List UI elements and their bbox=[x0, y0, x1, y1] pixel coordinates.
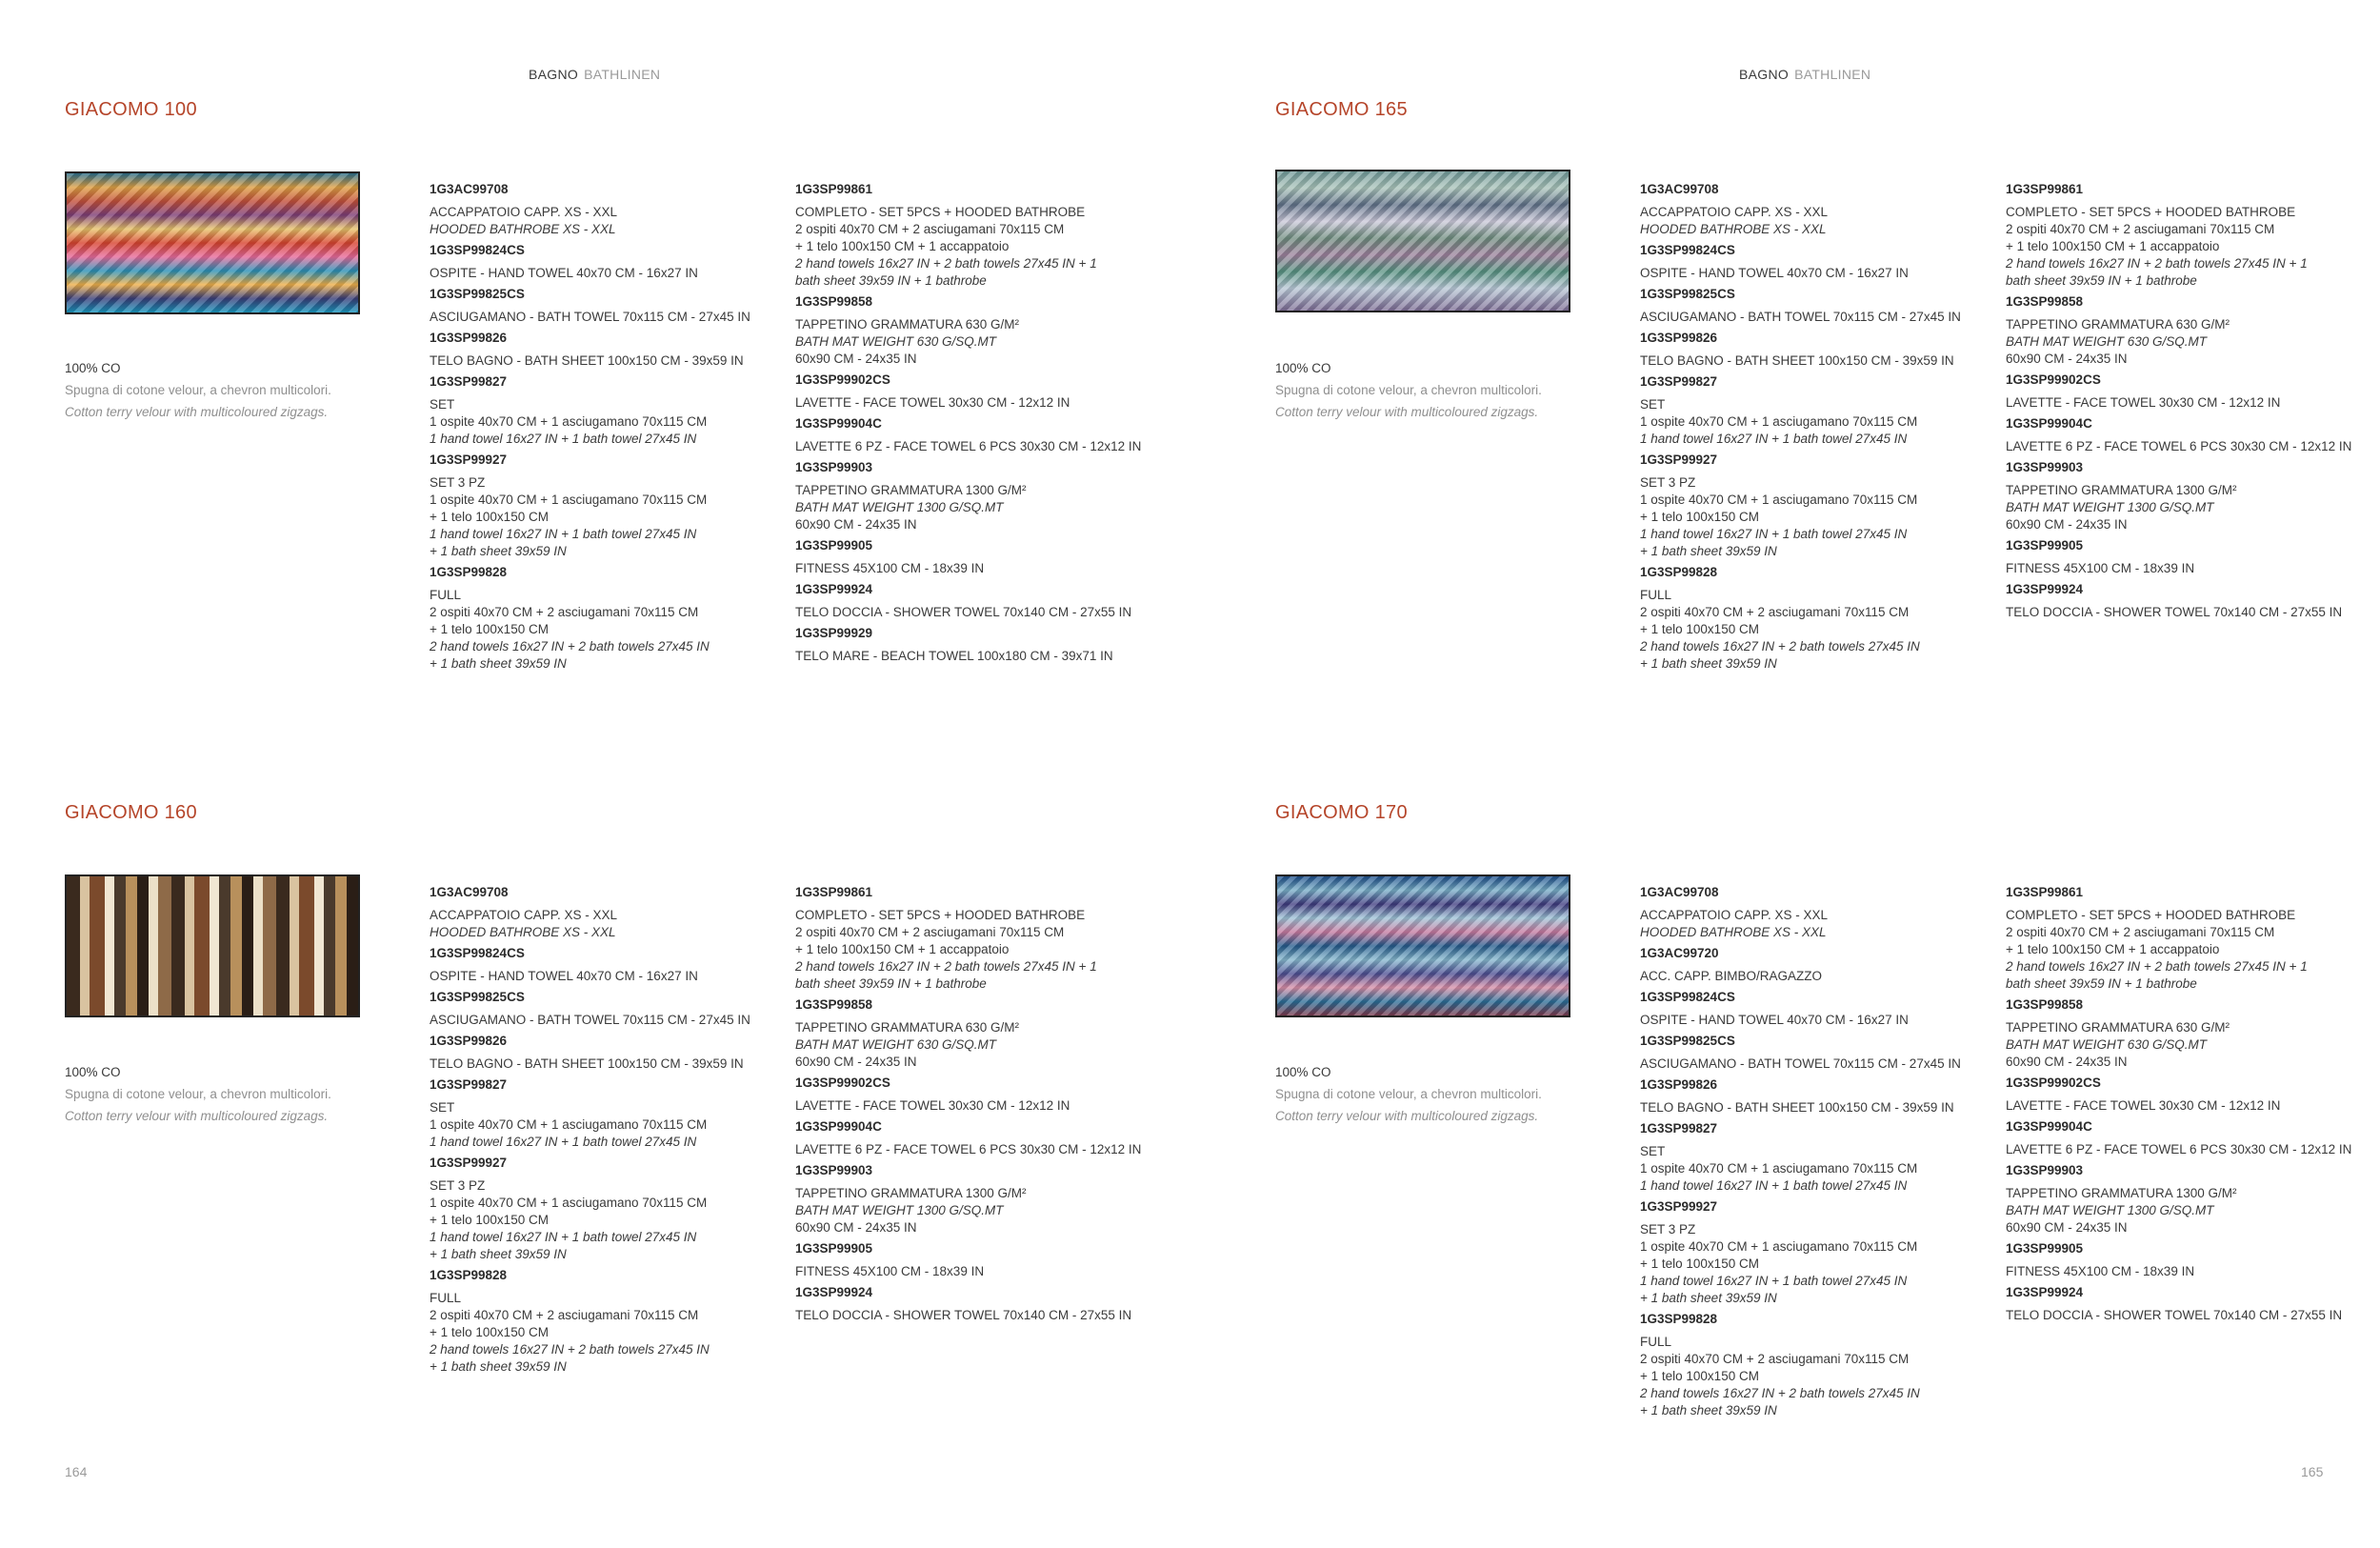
product-spec-line: TELO BAGNO - BATH SHEET 100x150 CM - 39x59 IN bbox=[1640, 1100, 1954, 1115]
product-item bbox=[2006, 415, 2358, 455]
product-item bbox=[430, 1155, 782, 1263]
product-spec-line: OSPITE - HAND TOWEL 40x70 CM - 16x27 IN bbox=[430, 969, 698, 983]
product-spec-line: 60x90 CM - 24x35 IN bbox=[795, 517, 917, 532]
product-code: 1G3AC99708 bbox=[430, 182, 509, 196]
product-spec-line: TELO BAGNO - BATH SHEET 100x150 CM - 39x59 IN bbox=[430, 1056, 744, 1071]
product-item bbox=[430, 286, 782, 326]
product-spec-line: 60x90 CM - 24x35 IN bbox=[795, 1055, 917, 1069]
product-code: 1G3AC99708 bbox=[1640, 182, 1719, 196]
product-code: 1G3SP99902CS bbox=[2006, 372, 2101, 387]
product-spec-line: bath sheet 39x59 IN + 1 bathrobe bbox=[795, 273, 987, 288]
product-code: 1G3SP99861 bbox=[795, 885, 873, 899]
product-spec-line: BATH MAT WEIGHT 1300 G/SQ.MT bbox=[795, 500, 1004, 514]
product-spec-line: + 1 bath sheet 39x59 IN bbox=[430, 1247, 567, 1261]
description-italian: Spugna di cotone velour, a chevron multicolori. bbox=[1275, 383, 1542, 397]
product-item bbox=[795, 415, 1148, 455]
description-italian: Spugna di cotone velour, a chevron multicolori. bbox=[65, 1087, 331, 1101]
product-list-col2 bbox=[2006, 884, 2358, 1328]
composition: 100% CO bbox=[1275, 361, 1331, 375]
product-code: 1G3SP99924 bbox=[795, 1285, 873, 1299]
product-spec-line: TAPPETINO GRAMMATURA 1300 G/M² bbox=[795, 1186, 1027, 1200]
product-spec-line: 2 ospiti 40x70 CM + 2 asciugamani 70x115 CM bbox=[1640, 605, 1910, 619]
product-code: 1G3SP99827 bbox=[430, 374, 508, 389]
product-code: 1G3SP99824CS bbox=[1640, 990, 1735, 1004]
product-item bbox=[795, 625, 1148, 665]
product-spec-line: TAPPETINO GRAMMATURA 1300 G/M² bbox=[2006, 483, 2237, 497]
description-english: Cotton terry velour with multicoloured zigzags. bbox=[1275, 405, 1539, 419]
product-code: 1G3AC99708 bbox=[1640, 885, 1719, 899]
product-spec-line: TAPPETINO GRAMMATURA 1300 G/M² bbox=[795, 483, 1027, 497]
product-code: 1G3SP99903 bbox=[795, 460, 873, 474]
product-spec-line: LAVETTE 6 PZ - FACE TOWEL 6 PCS 30x30 CM - 12x12 IN bbox=[795, 439, 1142, 453]
product-item bbox=[2006, 1284, 2358, 1324]
product-item bbox=[1640, 884, 1992, 941]
product-spec-line: FITNESS 45X100 CM - 18x39 IN bbox=[795, 561, 985, 575]
product-spec-line: FULL bbox=[1640, 1335, 1672, 1349]
product-code: 1G3SP99825CS bbox=[430, 287, 525, 301]
product-code: 1G3SP99902CS bbox=[795, 1076, 890, 1090]
product-item bbox=[795, 372, 1148, 412]
product-spec-line: + 1 telo 100x150 CM bbox=[430, 510, 549, 524]
product-code: 1G3SP99828 bbox=[1640, 565, 1718, 579]
product-spec-line: 2 hand towels 16x27 IN + 2 bath towels 27x45 IN + 1 bbox=[2006, 256, 2308, 271]
product-code: 1G3SP99904C bbox=[2006, 416, 2092, 431]
product-spec-line: 2 hand towels 16x27 IN + 2 bath towels 27x45 IN bbox=[430, 639, 710, 653]
product-spec-line: + 1 telo 100x150 CM + 1 accappatoio bbox=[795, 942, 1010, 956]
product-spec-line: 1 ospite 40x70 CM + 1 asciugamano 70x115 CM bbox=[1640, 493, 1918, 507]
product-code: 1G3SP99827 bbox=[430, 1077, 508, 1092]
product-code: 1G3SP99929 bbox=[795, 626, 873, 640]
product-item bbox=[430, 330, 782, 370]
product-spec-line: + 1 bath sheet 39x59 IN bbox=[1640, 1291, 1777, 1305]
product-item bbox=[430, 452, 782, 560]
product-code: 1G3SP99828 bbox=[1640, 1312, 1718, 1326]
product-spec-line: ASCIUGAMANO - BATH TOWEL 70x115 CM - 27x45 IN bbox=[1640, 310, 1961, 324]
product-image bbox=[65, 875, 360, 1017]
product-spec-line: SET bbox=[430, 397, 455, 412]
product-item bbox=[2006, 537, 2358, 577]
product-item bbox=[430, 242, 782, 282]
product-item bbox=[430, 1267, 782, 1376]
product-spec-line: bath sheet 39x59 IN + 1 bathrobe bbox=[795, 976, 987, 991]
product-spec-line: 1 ospite 40x70 CM + 1 asciugamano 70x115 CM bbox=[430, 493, 708, 507]
product-code: 1G3SP99824CS bbox=[430, 243, 525, 257]
product-spec-line: TAPPETINO GRAMMATURA 630 G/M² bbox=[795, 1020, 1020, 1035]
product-spec-line: BATH MAT WEIGHT 630 G/SQ.MT bbox=[2006, 334, 2208, 349]
product-spec-line: 2 hand towels 16x27 IN + 2 bath towels 27x45 IN bbox=[1640, 639, 1920, 653]
product-spec-line: 2 hand towels 16x27 IN + 2 bath towels 27x45 IN + 1 bbox=[795, 959, 1097, 974]
product-code: 1G3SP99927 bbox=[430, 452, 508, 467]
product-item bbox=[1640, 286, 1992, 326]
product-item bbox=[1640, 1076, 1992, 1116]
product-spec-line: BATH MAT WEIGHT 1300 G/SQ.MT bbox=[795, 1203, 1004, 1217]
description-english: Cotton terry velour with multicoloured zigzags. bbox=[65, 405, 329, 419]
product-item bbox=[1640, 945, 1992, 985]
product-code: 1G3SP99826 bbox=[1640, 1077, 1718, 1092]
page-header-left: BAGNO BATHLINEN bbox=[529, 67, 661, 82]
product-spec-line: COMPLETO - SET 5PCS + HOODED BATHROBE bbox=[795, 205, 1086, 219]
product-list-col2 bbox=[795, 181, 1148, 669]
product-item bbox=[795, 1240, 1148, 1280]
product-spec-line: + 1 telo 100x150 CM bbox=[430, 1325, 549, 1339]
description-english: Cotton terry velour with multicoloured zigzags. bbox=[65, 1109, 329, 1123]
product-item bbox=[795, 1075, 1148, 1115]
product-code: 1G3SP99905 bbox=[795, 538, 873, 553]
product-spec-line: 2 ospiti 40x70 CM + 2 asciugamani 70x115 CM bbox=[795, 222, 1065, 236]
product-spec-line: TELO BAGNO - BATH SHEET 100x150 CM - 39x59 IN bbox=[430, 353, 744, 368]
product-spec-line: 60x90 CM - 24x35 IN bbox=[2006, 1220, 2128, 1235]
product-item bbox=[430, 373, 782, 448]
product-list-col1 bbox=[430, 181, 782, 676]
product-code: 1G3SP99827 bbox=[1640, 1121, 1718, 1136]
product-spec-line: + 1 telo 100x150 CM + 1 accappatoio bbox=[795, 239, 1010, 253]
product-spec-line: 60x90 CM - 24x35 IN bbox=[2006, 517, 2128, 532]
product-item bbox=[1640, 181, 1992, 238]
composition: 100% CO bbox=[65, 361, 121, 375]
product-item bbox=[430, 945, 782, 985]
product-spec-line: TAPPETINO GRAMMATURA 1300 G/M² bbox=[2006, 1186, 2237, 1200]
product-item bbox=[795, 581, 1148, 621]
product-spec-line: LAVETTE - FACE TOWEL 30x30 CM - 12x12 IN bbox=[2006, 1098, 2281, 1113]
product-item bbox=[2006, 1075, 2358, 1115]
product-spec-line: BATH MAT WEIGHT 630 G/SQ.MT bbox=[2006, 1037, 2208, 1052]
product-spec-line: OSPITE - HAND TOWEL 40x70 CM - 16x27 IN bbox=[1640, 1013, 1909, 1027]
product-item bbox=[430, 1033, 782, 1073]
product-code: 1G3SP99826 bbox=[430, 1034, 508, 1048]
product-spec-line: ACCAPPATOIO CAPP. XS - XXL bbox=[430, 205, 618, 219]
product-item bbox=[795, 1118, 1148, 1158]
product-item bbox=[2006, 459, 2358, 533]
product-spec-line: + 1 telo 100x150 CM bbox=[1640, 622, 1759, 636]
product-item bbox=[1640, 330, 1992, 370]
product-spec-line: TELO DOCCIA - SHOWER TOWEL 70x140 CM - 27x55 IN bbox=[2006, 605, 2343, 619]
product-spec-line: 2 ospiti 40x70 CM + 2 asciugamani 70x115 CM bbox=[2006, 222, 2275, 236]
product-code: 1G3SP99858 bbox=[2006, 997, 2084, 1012]
product-item bbox=[430, 884, 782, 941]
product-spec-line: SET 3 PZ bbox=[430, 1178, 486, 1193]
product-item bbox=[430, 989, 782, 1029]
product-spec-line: 60x90 CM - 24x35 IN bbox=[795, 1220, 917, 1235]
product-spec-line: FULL bbox=[1640, 588, 1672, 602]
product-code: 1G3SP99904C bbox=[795, 416, 882, 431]
product-code: 1G3SP99904C bbox=[2006, 1119, 2092, 1134]
product-code: 1G3SP99927 bbox=[430, 1156, 508, 1170]
product-spec-line: TAPPETINO GRAMMATURA 630 G/M² bbox=[2006, 317, 2230, 332]
product-spec-line: 1 hand towel 16x27 IN + 1 bath towel 27x45 IN bbox=[430, 1230, 697, 1244]
product-list-col1 bbox=[1640, 884, 1992, 1423]
product-description bbox=[65, 1061, 408, 1127]
product-spec-line: + 1 telo 100x150 CM bbox=[430, 622, 549, 636]
composition: 100% CO bbox=[1275, 1065, 1331, 1079]
product-item bbox=[2006, 293, 2358, 368]
product-spec-line: + 1 bath sheet 39x59 IN bbox=[430, 544, 567, 558]
product-spec-line: 1 ospite 40x70 CM + 1 asciugamano 70x115 CM bbox=[1640, 1161, 1918, 1176]
product-code: 1G3SP99825CS bbox=[1640, 1034, 1735, 1048]
product-spec-line: BATH MAT WEIGHT 1300 G/SQ.MT bbox=[2006, 1203, 2214, 1217]
product-spec-line: ACCAPPATOIO CAPP. XS - XXL bbox=[1640, 908, 1829, 922]
product-list-col2 bbox=[2006, 181, 2358, 625]
page-header-right: BAGNO BATHLINEN bbox=[1739, 67, 1871, 82]
product-spec-line: 1 ospite 40x70 CM + 1 asciugamano 70x115 CM bbox=[1640, 414, 1918, 429]
product-spec-line: bath sheet 39x59 IN + 1 bathrobe bbox=[2006, 273, 2197, 288]
product-spec-line: 2 hand towels 16x27 IN + 2 bath towels 27x45 IN bbox=[1640, 1386, 1920, 1400]
product-spec-line: 60x90 CM - 24x35 IN bbox=[795, 352, 917, 366]
product-spec-line: FULL bbox=[430, 1291, 462, 1305]
product-code: 1G3SP99825CS bbox=[430, 990, 525, 1004]
product-item bbox=[795, 459, 1148, 533]
product-image bbox=[1275, 170, 1570, 312]
product-item bbox=[795, 996, 1148, 1071]
product-code: 1G3AC99720 bbox=[1640, 946, 1719, 960]
product-item bbox=[795, 1284, 1148, 1324]
product-spec-line: FITNESS 45X100 CM - 18x39 IN bbox=[2006, 1264, 2195, 1278]
product-item bbox=[2006, 1118, 2358, 1158]
product-code: 1G3SP99903 bbox=[795, 1163, 873, 1177]
product-spec-line: FULL bbox=[430, 588, 462, 602]
product-image bbox=[65, 171, 360, 314]
product-spec-line: LAVETTE 6 PZ - FACE TOWEL 6 PCS 30x30 CM - 12x12 IN bbox=[2006, 439, 2352, 453]
product-code: 1G3SP99827 bbox=[1640, 374, 1718, 389]
product-spec-line: + 1 telo 100x150 CM bbox=[430, 1213, 549, 1227]
product-spec-line: 2 hand towels 16x27 IN + 2 bath towels 27x45 IN + 1 bbox=[795, 256, 1097, 271]
product-spec-line: 1 hand towel 16x27 IN + 1 bath towel 27x45 IN bbox=[430, 527, 697, 541]
product-spec-line: bath sheet 39x59 IN + 1 bathrobe bbox=[2006, 976, 2197, 991]
product-spec-line: LAVETTE - FACE TOWEL 30x30 CM - 12x12 IN bbox=[795, 1098, 1070, 1113]
product-item bbox=[1640, 564, 1992, 673]
product-item bbox=[430, 564, 782, 673]
description-italian: Spugna di cotone velour, a chevron multicolori. bbox=[1275, 1087, 1542, 1101]
product-code: 1G3SP99826 bbox=[430, 331, 508, 345]
product-code: 1G3SP99903 bbox=[2006, 460, 2084, 474]
product-item bbox=[2006, 996, 2358, 1071]
product-item bbox=[430, 1076, 782, 1151]
product-item bbox=[2006, 1162, 2358, 1236]
product-spec-line: ASCIUGAMANO - BATH TOWEL 70x115 CM - 27x45 IN bbox=[430, 310, 750, 324]
product-description bbox=[1275, 1061, 1618, 1127]
product-spec-line: + 1 telo 100x150 CM bbox=[1640, 1256, 1759, 1271]
product-code: 1G3SP99902CS bbox=[795, 372, 890, 387]
product-spec-line: ASCIUGAMANO - BATH TOWEL 70x115 CM - 27x45 IN bbox=[1640, 1056, 1961, 1071]
product-spec-line: 1 hand towel 16x27 IN + 1 bath towel 27x45 IN bbox=[430, 432, 697, 446]
product-code: 1G3SP99825CS bbox=[1640, 287, 1735, 301]
product-item bbox=[2006, 884, 2358, 993]
product-code: 1G3SP99861 bbox=[2006, 182, 2084, 196]
product-spec-line: 2 hand towels 16x27 IN + 2 bath towels 27x45 IN bbox=[430, 1342, 710, 1357]
product-code: 1G3SP99905 bbox=[2006, 1241, 2084, 1256]
product-code: 1G3SP99824CS bbox=[1640, 243, 1735, 257]
product-spec-line: FITNESS 45X100 CM - 18x39 IN bbox=[2006, 561, 2195, 575]
product-spec-line: 1 ospite 40x70 CM + 1 asciugamano 70x115 CM bbox=[430, 1196, 708, 1210]
product-item bbox=[1640, 242, 1992, 282]
product-code: 1G3SP99858 bbox=[795, 997, 873, 1012]
product-spec-line: LAVETTE - FACE TOWEL 30x30 CM - 12x12 IN bbox=[795, 395, 1070, 410]
product-item bbox=[795, 884, 1148, 993]
product-item bbox=[2006, 581, 2358, 621]
product-spec-line: SET bbox=[430, 1100, 455, 1115]
product-spec-line: COMPLETO - SET 5PCS + HOODED BATHROBE bbox=[795, 908, 1086, 922]
product-spec-line: BATH MAT WEIGHT 630 G/SQ.MT bbox=[795, 334, 997, 349]
product-spec-line: HOODED BATHROBE XS - XXL bbox=[430, 925, 616, 939]
product-item bbox=[1640, 452, 1992, 560]
product-title: GIACOMO 100 bbox=[65, 99, 197, 120]
product-spec-line: 2 hand towels 16x27 IN + 2 bath towels 27x45 IN + 1 bbox=[2006, 959, 2308, 974]
product-spec-line: 1 ospite 40x70 CM + 1 asciugamano 70x115 CM bbox=[1640, 1239, 1918, 1254]
product-spec-line: ASCIUGAMANO - BATH TOWEL 70x115 CM - 27x45 IN bbox=[430, 1013, 750, 1027]
product-spec-line: + 1 bath sheet 39x59 IN bbox=[1640, 656, 1777, 671]
product-spec-line: TELO BAGNO - BATH SHEET 100x150 CM - 39x59 IN bbox=[1640, 353, 1954, 368]
product-code: 1G3SP99927 bbox=[1640, 1199, 1718, 1214]
product-spec-line: + 1 bath sheet 39x59 IN bbox=[1640, 1403, 1777, 1417]
product-spec-line: 1 hand towel 16x27 IN + 1 bath towel 27x45 IN bbox=[1640, 432, 1908, 446]
product-spec-line: HOODED BATHROBE XS - XXL bbox=[430, 222, 616, 236]
product-code: 1G3SP99927 bbox=[1640, 452, 1718, 467]
product-code: 1G3SP99903 bbox=[2006, 1163, 2084, 1177]
product-item bbox=[1640, 1311, 1992, 1419]
product-description bbox=[1275, 357, 1618, 423]
product-spec-line: 2 ospiti 40x70 CM + 2 asciugamani 70x115 CM bbox=[1640, 1352, 1910, 1366]
product-spec-line: TELO MARE - BEACH TOWEL 100x180 CM - 39x71 IN bbox=[795, 649, 1113, 663]
product-spec-line: HOODED BATHROBE XS - XXL bbox=[1640, 925, 1827, 939]
product-spec-line: + 1 bath sheet 39x59 IN bbox=[1640, 544, 1777, 558]
product-spec-line: LAVETTE - FACE TOWEL 30x30 CM - 12x12 IN bbox=[2006, 395, 2281, 410]
product-spec-line: SET 3 PZ bbox=[1640, 475, 1696, 490]
product-spec-line: 2 ospiti 40x70 CM + 2 asciugamani 70x115 CM bbox=[430, 605, 699, 619]
product-spec-line: SET bbox=[1640, 397, 1666, 412]
product-item bbox=[1640, 1033, 1992, 1073]
page-number-right: 165 bbox=[2301, 1464, 2324, 1479]
product-spec-line: 60x90 CM - 24x35 IN bbox=[2006, 352, 2128, 366]
product-spec-line: SET bbox=[1640, 1144, 1666, 1158]
product-spec-line: LAVETTE 6 PZ - FACE TOWEL 6 PCS 30x30 CM - 12x12 IN bbox=[795, 1142, 1142, 1156]
product-spec-line: LAVETTE 6 PZ - FACE TOWEL 6 PCS 30x30 CM - 12x12 IN bbox=[2006, 1142, 2352, 1156]
product-item bbox=[430, 181, 782, 238]
product-spec-line: SET 3 PZ bbox=[1640, 1222, 1696, 1236]
product-spec-line: 1 hand towel 16x27 IN + 1 bath towel 27x45 IN bbox=[1640, 1178, 1908, 1193]
product-code: 1G3SP99924 bbox=[795, 582, 873, 596]
product-code: 1G3SP99905 bbox=[2006, 538, 2084, 553]
product-description bbox=[65, 357, 408, 423]
product-code: 1G3SP99924 bbox=[2006, 1285, 2084, 1299]
product-spec-line: BATH MAT WEIGHT 630 G/SQ.MT bbox=[795, 1037, 997, 1052]
product-spec-line: + 1 telo 100x150 CM + 1 accappatoio bbox=[2006, 942, 2220, 956]
product-spec-line: 1 hand towel 16x27 IN + 1 bath towel 27x45 IN bbox=[1640, 1274, 1908, 1288]
product-spec-line: SET 3 PZ bbox=[430, 475, 486, 490]
product-code: 1G3SP99824CS bbox=[430, 946, 525, 960]
product-code: 1G3SP99861 bbox=[795, 182, 873, 196]
product-spec-line: HOODED BATHROBE XS - XXL bbox=[1640, 222, 1827, 236]
product-code: 1G3SP99826 bbox=[1640, 331, 1718, 345]
product-code: 1G3SP99904C bbox=[795, 1119, 882, 1134]
product-spec-line: TELO DOCCIA - SHOWER TOWEL 70x140 CM - 27x55 IN bbox=[795, 605, 1132, 619]
product-item bbox=[1640, 1120, 1992, 1195]
product-spec-line: ACCAPPATOIO CAPP. XS - XXL bbox=[430, 908, 618, 922]
product-spec-line: + 1 bath sheet 39x59 IN bbox=[430, 656, 567, 671]
product-spec-line: OSPITE - HAND TOWEL 40x70 CM - 16x27 IN bbox=[430, 266, 698, 280]
product-item bbox=[1640, 373, 1992, 448]
product-item bbox=[795, 181, 1148, 290]
product-code: 1G3AC99708 bbox=[430, 885, 509, 899]
product-spec-line: 1 ospite 40x70 CM + 1 asciugamano 70x115 CM bbox=[430, 1117, 708, 1132]
product-spec-line: OSPITE - HAND TOWEL 40x70 CM - 16x27 IN bbox=[1640, 266, 1909, 280]
description-english: Cotton terry velour with multicoloured zigzags. bbox=[1275, 1109, 1539, 1123]
product-item bbox=[795, 1162, 1148, 1236]
product-spec-line: TELO DOCCIA - SHOWER TOWEL 70x140 CM - 27x55 IN bbox=[2006, 1308, 2343, 1322]
product-title: GIACOMO 165 bbox=[1275, 99, 1408, 120]
product-spec-line: 2 ospiti 40x70 CM + 2 asciugamani 70x115 CM bbox=[430, 1308, 699, 1322]
page-number-left: 164 bbox=[65, 1464, 88, 1479]
product-spec-line: TAPPETINO GRAMMATURA 630 G/M² bbox=[795, 317, 1020, 332]
product-spec-line: + 1 telo 100x150 CM + 1 accappatoio bbox=[2006, 239, 2220, 253]
product-code: 1G3SP99902CS bbox=[2006, 1076, 2101, 1090]
product-code: 1G3SP99861 bbox=[2006, 885, 2084, 899]
product-list-col2 bbox=[795, 884, 1148, 1328]
product-spec-line: COMPLETO - SET 5PCS + HOODED BATHROBE bbox=[2006, 908, 2296, 922]
product-spec-line: TELO DOCCIA - SHOWER TOWEL 70x140 CM - 27x55 IN bbox=[795, 1308, 1132, 1322]
composition: 100% CO bbox=[65, 1065, 121, 1079]
product-title: GIACOMO 160 bbox=[65, 802, 197, 823]
product-list-col1 bbox=[430, 884, 782, 1379]
product-spec-line: 1 hand towel 16x27 IN + 1 bath towel 27x45 IN bbox=[1640, 527, 1908, 541]
product-code: 1G3SP99858 bbox=[2006, 294, 2084, 309]
product-item bbox=[795, 293, 1148, 368]
product-item bbox=[1640, 989, 1992, 1029]
product-spec-line: BATH MAT WEIGHT 1300 G/SQ.MT bbox=[2006, 500, 2214, 514]
product-spec-line: 2 ospiti 40x70 CM + 2 asciugamani 70x115 CM bbox=[2006, 925, 2275, 939]
product-spec-line: COMPLETO - SET 5PCS + HOODED BATHROBE bbox=[2006, 205, 2296, 219]
product-list-col1 bbox=[1640, 181, 1992, 676]
product-item bbox=[2006, 1240, 2358, 1280]
product-code: 1G3SP99905 bbox=[795, 1241, 873, 1256]
product-spec-line: TAPPETINO GRAMMATURA 630 G/M² bbox=[2006, 1020, 2230, 1035]
product-item bbox=[1640, 1198, 1992, 1307]
product-spec-line: + 1 bath sheet 39x59 IN bbox=[430, 1359, 567, 1374]
product-item bbox=[2006, 372, 2358, 412]
product-spec-line: + 1 telo 100x150 CM bbox=[1640, 510, 1759, 524]
product-spec-line: ACC. CAPP. BIMBO/RAGAZZO bbox=[1640, 969, 1823, 983]
product-spec-line: FITNESS 45X100 CM - 18x39 IN bbox=[795, 1264, 985, 1278]
product-code: 1G3SP99924 bbox=[2006, 582, 2084, 596]
product-spec-line: ACCAPPATOIO CAPP. XS - XXL bbox=[1640, 205, 1829, 219]
product-spec-line: 2 ospiti 40x70 CM + 2 asciugamani 70x115 CM bbox=[795, 925, 1065, 939]
product-image bbox=[1275, 875, 1570, 1017]
product-item bbox=[2006, 181, 2358, 290]
product-code: 1G3SP99828 bbox=[430, 1268, 508, 1282]
product-spec-line: 1 ospite 40x70 CM + 1 asciugamano 70x115 CM bbox=[430, 414, 708, 429]
description-italian: Spugna di cotone velour, a chevron multicolori. bbox=[65, 383, 331, 397]
product-spec-line: 1 hand towel 16x27 IN + 1 bath towel 27x45 IN bbox=[430, 1135, 697, 1149]
product-code: 1G3SP99828 bbox=[430, 565, 508, 579]
product-spec-line: 60x90 CM - 24x35 IN bbox=[2006, 1055, 2128, 1069]
product-title: GIACOMO 170 bbox=[1275, 802, 1408, 823]
product-item bbox=[795, 537, 1148, 577]
product-spec-line: + 1 telo 100x150 CM bbox=[1640, 1369, 1759, 1383]
product-code: 1G3SP99858 bbox=[795, 294, 873, 309]
